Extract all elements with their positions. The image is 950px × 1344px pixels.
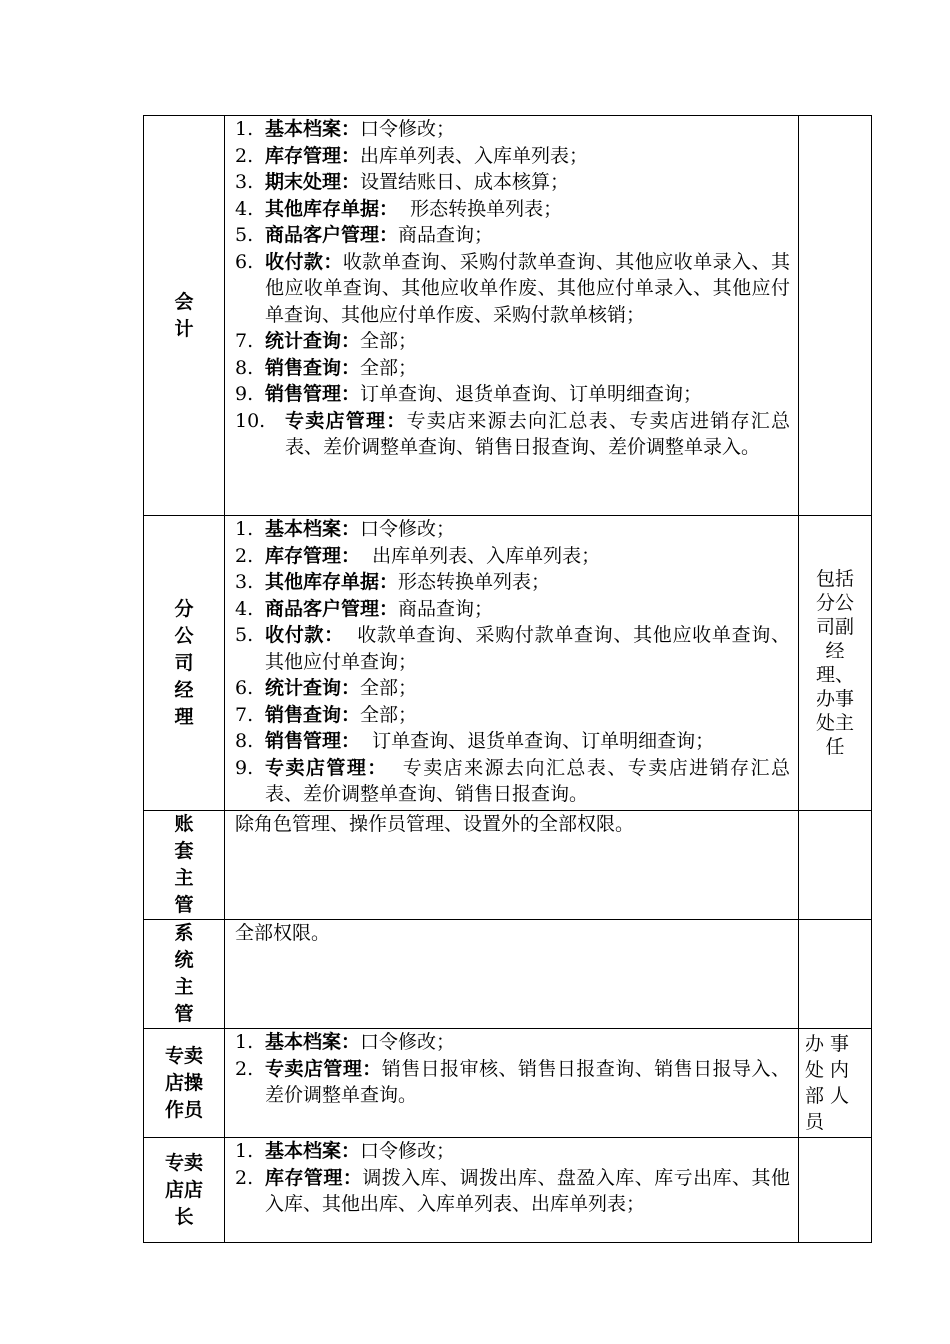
role-char: 理 [174,705,194,728]
item-text: 全部； [360,703,418,726]
list-item [235,1165,790,1218]
note-line: 分公 [815,592,854,614]
role-char: 主 [174,867,194,889]
item-text: 商品查询； [398,224,494,246]
role-cell [144,116,225,516]
note-line: 办 事 [805,1033,850,1055]
item-number: 3. [235,171,254,193]
role-char: 专卖 [164,1151,203,1174]
role-char: 会 [174,290,194,313]
list-item [235,143,790,170]
item-text: 收款单查询、采购付款单查询、其他应收单查询、其他应付单查询； [265,624,790,673]
item-text: 全部； [360,356,418,379]
note-line: 理、 [815,664,854,686]
item-text: 口令修改； [360,118,456,140]
item-text: 全部； [360,330,418,352]
role-char: 管 [174,1003,194,1025]
note-line: 司副 [815,616,854,638]
role-char: 计 [174,317,194,340]
item-key: 销售管理： [265,383,361,405]
item-text: 商品查询； [398,597,494,620]
item-key: 收付款： [265,624,344,646]
item-key: 库存管理： [265,1166,363,1189]
item-text: 销售日报审核、销售日报查询、销售日报导入、差价调整单查询。 [265,1057,790,1106]
item-text: 出库单列表、入库单列表； [360,144,589,167]
list-item [235,1029,790,1056]
list-item [235,355,790,382]
permission-cell [225,1029,799,1138]
role-char: 系 [174,922,194,944]
item-number: 4. [235,197,254,220]
item-key: 其他库存单据： [265,197,399,220]
item-number: 8. [235,730,254,752]
list-item [235,222,790,249]
item-key: 基本档案： [265,1140,361,1162]
item-key: 统计查询： [265,677,361,699]
item-number: 7. [235,703,254,726]
role-char: 公 [174,624,194,647]
item-key: 专卖店管理： [265,756,388,779]
item-number: 2. [235,1057,254,1080]
item-key: 基本档案： [265,1031,361,1053]
item-number: 8. [235,356,254,379]
list-item [235,1056,790,1109]
list-item [235,675,790,702]
item-text: 口令修改； [360,1140,456,1162]
table-row-branch-manager [144,516,872,811]
note-line: 经 [825,640,845,662]
list-item [235,543,790,570]
table-row-system-supervisor [144,920,872,1029]
list-item [235,381,790,408]
table-row-account-supervisor [144,811,872,920]
list-item [235,196,790,223]
item-number: 2. [235,1166,254,1189]
item-number: 1. [235,1031,254,1053]
item-number: 3. [235,571,254,593]
item-key: 销售查询： [265,356,361,379]
list-item [235,116,790,143]
role-cell [144,1138,225,1243]
permission-list [235,1029,790,1109]
item-key: 其他库存单据： [265,571,399,593]
permission-cell [225,920,799,1029]
item-number: 6. [235,677,254,699]
role-cell [144,920,225,1029]
item-key: 专卖店管理： [285,409,407,432]
item-key: 商品客户管理： [265,224,399,246]
role-char: 账 [174,813,194,835]
item-text: 订单查询、退货单查询、订单明细查询； [360,383,703,405]
item-key: 专卖店管理： [265,1057,382,1080]
item-number: 1. [235,118,254,140]
role-char: 作员 [164,1098,203,1121]
role-char: 长 [174,1205,194,1228]
item-number: 9. [235,756,254,779]
role-char: 主 [174,976,194,998]
item-number: 5. [235,624,254,646]
role-char: 店店 [164,1178,203,1201]
role-char: 司 [174,651,194,674]
role-char: 店操 [164,1071,203,1094]
role-char: 管 [174,894,194,916]
item-key: 库存管理： [265,544,361,567]
permission-text: 全部权限。 [235,922,331,944]
item-key: 商品客户管理： [265,597,399,620]
list-item [235,596,790,623]
role-char: 专卖 [164,1044,203,1067]
item-number: 2. [235,144,254,167]
list-item [235,249,790,329]
list-item [235,728,790,755]
role-char: 统 [174,949,194,971]
role-cell [144,811,225,920]
item-key: 销售管理： [265,730,361,752]
item-number: 1. [235,1140,254,1162]
item-text: 口令修改； [360,518,456,540]
role-char: 分 [174,597,194,620]
list-item [235,516,790,543]
permission-list [235,516,790,808]
item-text: 形态转换单列表； [398,571,551,593]
table-row-accountant [144,116,872,516]
list-item [235,755,790,808]
item-number: 1. [235,518,254,540]
item-key: 销售查询： [265,703,361,726]
table-row-store-manager [144,1138,872,1243]
item-text: 专卖店来源去向汇总表、专卖店进销存汇总表、差价调整单查询、销售日报查询。 [265,756,790,805]
note-line: 员 [805,1111,825,1133]
role-char: 套 [174,840,194,862]
item-number: 9. [235,383,254,405]
note-line: 处主 [815,712,854,734]
list-item [235,702,790,729]
item-text: 收款单查询、采购付款单查询、其他应收单录入、其他应收单查询、其他应收单作废、其他应付单录入、其他应付单查询、其他应付单作废、采购付款单核销； [265,250,790,326]
role-cell [144,1029,225,1138]
item-number: 7. [235,330,254,352]
item-number: 6. [235,250,254,273]
permission-cell [225,516,799,811]
permission-cell [225,1138,799,1243]
list-item [235,328,790,355]
item-number: 10. [235,409,266,432]
note-cell [799,116,872,516]
item-text: 出库单列表、入库单列表； [360,544,601,567]
item-key: 基本档案： [265,118,361,140]
list-item [235,408,790,461]
permission-cell [225,811,799,920]
item-number: 5. [235,224,254,246]
item-text: 设置结账日、成本核算； [360,171,570,193]
item-key: 库存管理： [265,144,361,167]
item-text: 口令修改； [360,1031,456,1053]
list-item [235,169,790,196]
item-key: 统计查询： [265,330,361,352]
item-key: 基本档案： [265,518,361,540]
note-line: 任 [825,736,845,758]
note-cell [799,811,872,920]
item-number: 2. [235,544,254,567]
permission-list [235,1138,790,1218]
note-line: 处 内 [805,1059,850,1081]
permission-cell [225,116,799,516]
item-number: 4. [235,597,254,620]
item-key: 收付款： [265,250,343,273]
item-text: 调拨入库、调拨出库、盘盈入库、库亏出库、其他入库、其他出库、入库单列表、出库单列表； [265,1166,790,1215]
note-cell [799,1029,872,1138]
role-char: 经 [174,678,194,701]
note-cell [799,516,872,811]
permission-list [235,116,790,461]
item-text: 订单查询、退货单查询、订单明细查询； [360,730,715,752]
role-cell [144,516,225,811]
item-text: 全部； [360,677,418,699]
list-item [235,569,790,596]
list-item [235,1138,790,1165]
note-line: 包括 [815,568,854,590]
list-item [235,622,790,675]
note-cell [799,1138,872,1243]
item-key: 期末处理： [265,171,361,193]
note-cell [799,920,872,1029]
permission-table [143,115,872,1243]
note-line: 部 人 [805,1085,850,1107]
note-line: 办事 [815,688,854,710]
item-text: 专卖店来源去向汇总表、专卖店进销存汇总表、差价调整单查询、销售日报查询、差价调整单录入。 [285,409,790,458]
item-text: 形态转换单列表； [398,197,563,220]
table-row-store-operator [144,1029,872,1138]
permission-text: 除角色管理、操作员管理、设置外的全部权限。 [235,813,635,835]
